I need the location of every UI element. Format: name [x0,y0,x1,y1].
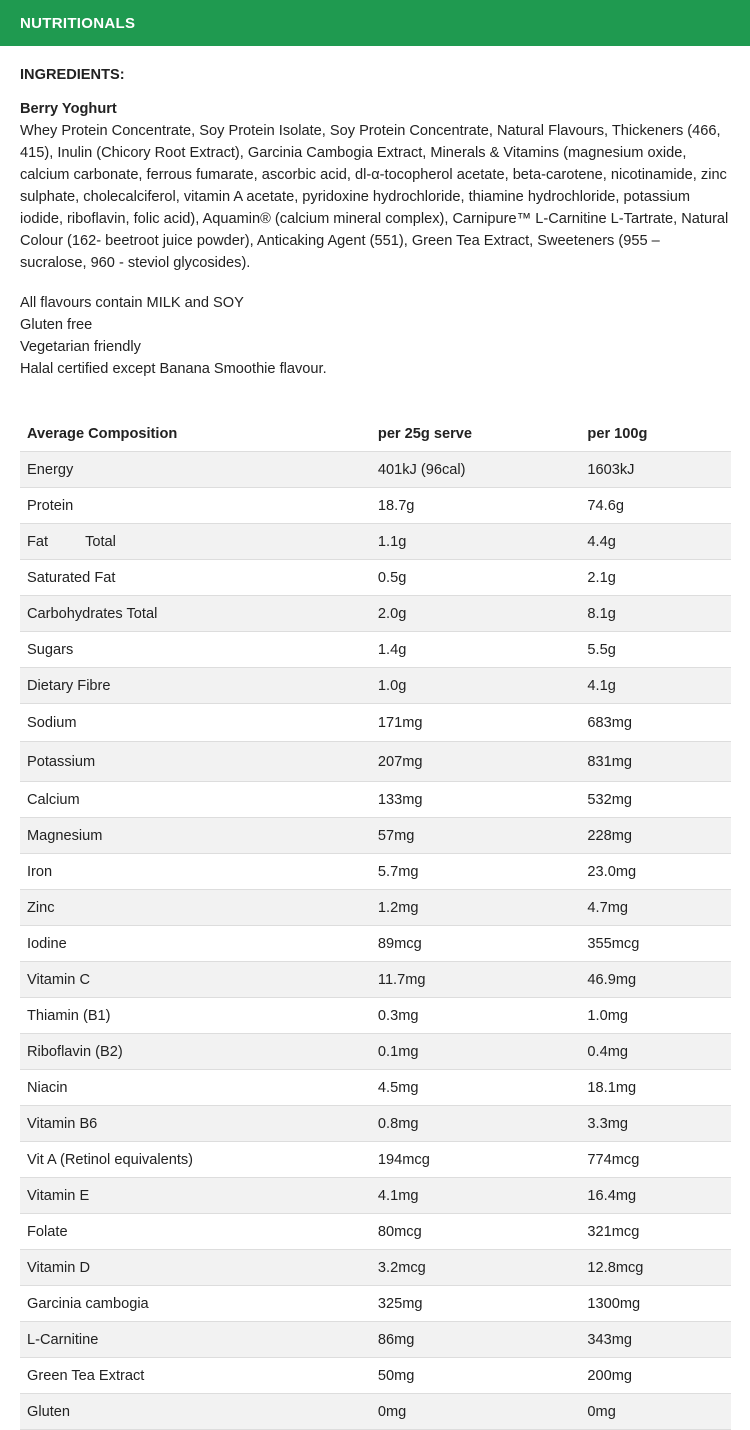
row-per100: 74.6g [580,488,731,524]
table-row [20,818,731,854]
note-gluten: Gluten free [20,317,93,333]
table-header-row [20,416,731,452]
row-name-fat [20,524,371,560]
row-per100: 0mg [580,1394,731,1430]
row-per100: 228mg [580,818,731,854]
table-row [20,742,731,782]
table-row [20,524,731,560]
fat-label: Fat [27,533,49,550]
row-name: Green Tea Extract [20,1358,371,1394]
row-per100: 16.4mg [580,1178,731,1214]
table-row [20,782,731,818]
row-serve: 1.1g [371,524,581,560]
row-serve: 194mcg [371,1142,581,1178]
table-row [20,452,731,488]
row-per100: 23.0mg [580,854,731,890]
table-row [20,890,731,926]
row-per100: 1300mg [580,1286,731,1322]
row-name: Niacin [20,1070,371,1106]
table-row [20,854,731,890]
row-name: Magnesium [20,818,371,854]
table-row [20,668,731,704]
row-serve: 0.8mg [371,1106,581,1142]
row-per100: 0.4mg [580,1034,731,1070]
row-serve: 0.5g [371,560,581,596]
table-row [20,632,731,668]
row-serve: 1.0g [371,668,581,704]
row-serve: 57mg [371,818,581,854]
row-per100: 343mg [580,1322,731,1358]
row-serve: 5.7mg [371,854,581,890]
row-serve: 2.0g [371,596,581,632]
table-row [20,1214,731,1250]
row-per100: 831mg [580,742,731,782]
header-average-composition: Average Composition [20,416,371,452]
row-name: Dietary Fibre [20,668,371,704]
row-serve: 4.1mg [371,1178,581,1214]
row-per100: 4.4g [580,524,731,560]
row-name: Riboflavin (B2) [20,1034,371,1070]
table-row [20,1358,731,1394]
row-name: Zinc [20,890,371,926]
row-name: Potassium [20,742,371,782]
table-row [20,1286,731,1322]
row-per100: 1603kJ [580,452,731,488]
row-name: Saturated Fat [20,560,371,596]
table-row [20,1394,731,1430]
row-name: Folate [20,1214,371,1250]
row-per100: 3.3mg [580,1106,731,1142]
note-allergens: All flavours contain MILK and SOY [20,295,244,311]
row-serve: 1.4g [371,632,581,668]
row-serve: 133mg [371,782,581,818]
fat-total-label: Total [85,533,116,550]
ingredients-section [0,46,750,380]
table-row [20,1034,731,1070]
row-serve: 171mg [371,704,581,742]
row-name: Thiamin (B1) [20,998,371,1034]
row-per100: 1.0mg [580,998,731,1034]
composition-table [20,416,731,1430]
row-per100: 46.9mg [580,962,731,998]
row-serve: 89mcg [371,926,581,962]
table-row [20,596,731,632]
table-row [20,998,731,1034]
note-vegetarian: Vegetarian friendly [20,339,141,355]
row-serve: 50mg [371,1358,581,1394]
row-serve: 1.2mg [371,890,581,926]
header-per-serve: per 25g serve [371,416,581,452]
notes-list [20,292,730,380]
row-name: Iodine [20,926,371,962]
table-row [20,1250,731,1286]
row-serve: 401kJ (96cal) [371,452,581,488]
row-name: Iron [20,854,371,890]
row-per100: 8.1g [580,596,731,632]
composition-table-body [20,452,731,1430]
row-per100: 774mcg [580,1142,731,1178]
table-row [20,1178,731,1214]
table-row [20,926,731,962]
row-per100: 321mcg [580,1214,731,1250]
row-serve: 325mg [371,1286,581,1322]
row-name: Gluten [20,1394,371,1430]
header-per-100g: per 100g [580,416,731,452]
row-serve: 80mcg [371,1214,581,1250]
row-name: Calcium [20,782,371,818]
row-serve: 18.7g [371,488,581,524]
row-per100: 2.1g [580,560,731,596]
ingredients-text: Whey Protein Concentrate, Soy Protein Isolate, Soy Protein Concentrate, Natural Flavours, Thickeners (466, 415), Inulin (Chicory Root Extract), Garcinia Cambogia Extract, Minerals & Vitamins (magnesium oxide, calcium carbonate, ferrous fumarate, ascorbic acid, dl-α-tocopherol acetate, beta-carotene, nicotinamide, zinc sulphate, cholecalciferol, vitamin A acetate, pyridoxine hydrochloride, thiamine hydrochloride, potassium iodide, riboflavin, folic acid), Aquamin® (calcium mineral complex), Carnipure™ L-Carnitine L-Tartrate, Natural Colour (162- beetroot juice powder), Anticaking Agent (551), Green Tea Extract, Sweeteners (955 – sucralose, 960 - steviol glycosides). [20,123,729,271]
row-serve: 3.2mcg [371,1250,581,1286]
row-name: Vitamin D [20,1250,371,1286]
row-per100: 4.1g [580,668,731,704]
table-row [20,962,731,998]
row-name: Sodium [20,704,371,742]
row-per100: 200mg [580,1358,731,1394]
row-name: Carbohydrates Total [20,596,371,632]
ingredients-heading: INGREDIENTS: [20,67,125,83]
row-per100: 683mg [580,704,731,742]
row-name: Vitamin E [20,1178,371,1214]
table-row [20,704,731,742]
row-name: Energy [20,452,371,488]
row-serve: 207mg [371,742,581,782]
nutritionals-header [0,0,750,46]
row-name: Sugars [20,632,371,668]
table-row [20,1106,731,1142]
row-name: Garcinia cambogia [20,1286,371,1322]
row-serve: 86mg [371,1322,581,1358]
row-per100: 12.8mcg [580,1250,731,1286]
row-serve: 4.5mg [371,1070,581,1106]
table-row [20,488,731,524]
row-name: Protein [20,488,371,524]
note-halal: Halal certified except Banana Smoothie flavour. [20,361,327,377]
row-name: Vitamin B6 [20,1106,371,1142]
row-per100: 355mcg [580,926,731,962]
table-row [20,1070,731,1106]
row-name: L-Carnitine [20,1322,371,1358]
row-serve: 0.1mg [371,1034,581,1070]
row-per100: 5.5g [580,632,731,668]
row-serve: 11.7mg [371,962,581,998]
header-title: NUTRITIONALS [20,14,136,32]
flavour-name: Berry Yoghurt [20,101,117,117]
row-serve: 0mg [371,1394,581,1430]
row-serve: 0.3mg [371,998,581,1034]
row-name: Vitamin C [20,962,371,998]
row-per100: 18.1mg [580,1070,731,1106]
table-row [20,1322,731,1358]
row-per100: 4.7mg [580,890,731,926]
table-row [20,1142,731,1178]
table-row [20,560,731,596]
row-per100: 532mg [580,782,731,818]
row-name: Vit A (Retinol equivalents) [20,1142,371,1178]
